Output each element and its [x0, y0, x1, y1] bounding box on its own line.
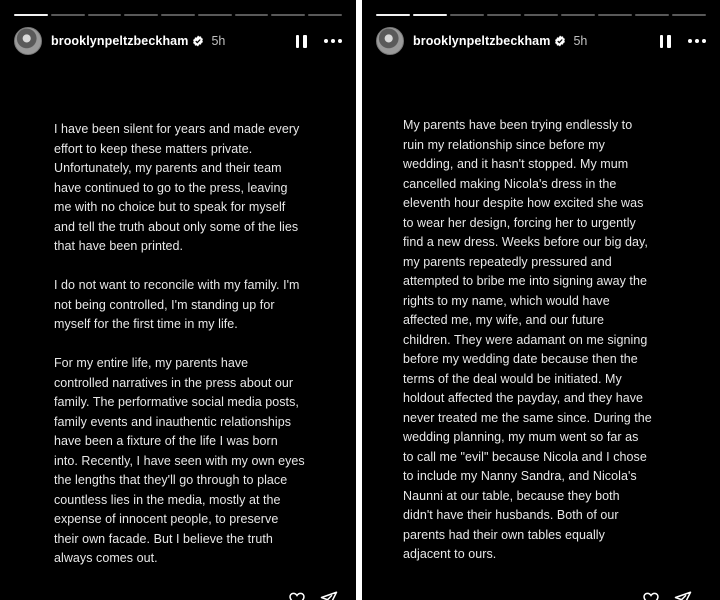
progress-segment	[561, 14, 595, 16]
story-footer	[288, 590, 338, 600]
progress-segment	[88, 14, 122, 16]
heart-icon[interactable]	[642, 590, 660, 600]
verified-badge-icon	[192, 35, 204, 47]
progress-segment	[124, 14, 158, 16]
progress-segment	[413, 14, 447, 16]
progress-segment	[198, 14, 232, 16]
progress-segment	[635, 14, 669, 16]
more-icon[interactable]	[322, 32, 344, 50]
progress-segment	[376, 14, 410, 16]
story-header	[376, 26, 708, 56]
pause-icon[interactable]	[656, 32, 674, 50]
progress-segment	[14, 14, 48, 16]
story-progress-bar	[376, 14, 706, 17]
avatar[interactable]	[376, 27, 404, 55]
post-time: 5h	[211, 34, 226, 48]
progress-segment	[450, 14, 484, 16]
progress-segment	[308, 14, 342, 16]
progress-segment	[161, 14, 195, 16]
progress-segment	[598, 14, 632, 16]
username[interactable]: brooklynpeltzbeckham	[413, 34, 551, 48]
story-progress-bar	[14, 14, 342, 17]
username[interactable]: brooklynpeltzbeckham	[51, 34, 189, 48]
send-icon[interactable]	[320, 590, 338, 600]
more-icon[interactable]	[686, 32, 708, 50]
story-text: My parents have been trying endlessly to ruin my relationship since before my wedding, and it hasn't stopped. My mum cancelled making Nicola's dress in the eleventh hour despite how excited she was to wear her design, forcing her to urgently find a new dress. Weeks before our big day, my parents repeatedly pressured and attempted to bribe me into signing away the rights to my name, which would have affected me, my wife, and our future children. They were adamant on me signing before my wedding date because then the terms of the deal would be initiated. My holdout affected the payday, and they have never treated me the same since. During the wedding planning, my mum went so far as to call me "evil" because Nicola and I chose to include my Nanny Sandra, and Nicola's Naunni at our table, because they both didn't have their husbands. Both of our parents had their own tables equally adjacent to ours.	[403, 118, 652, 561]
story-text: I have been silent for years and made every effort to keep these matters private. Unfortunately, my parents and their team have continued to go to the press, leaving me with no choice but to speak for myself and tell the truth about only some of the lies that have been printed. I do not want to reconcile with my family. I'm not being controlled, I'm standing up for myself for the first time in my life. For my entire life, my parents have controlled narratives in the press about our family. The performative social media posts, family events and inauthentic relationships have been a fixture of the life I was born into. Recently, I have seen with my own eyes the lengths that they'll go through to place countless lies in the media, mostly at the expense of innocent people, to preserve their own facade. But I believe the truth always comes out.	[54, 122, 305, 565]
story-panel-right[interactable]	[362, 0, 720, 600]
story-panel-left[interactable]	[0, 0, 356, 600]
pause-icon[interactable]	[292, 32, 310, 50]
post-time: 5h	[573, 34, 588, 48]
verified-badge-icon	[554, 35, 566, 47]
heart-icon[interactable]	[288, 590, 306, 600]
progress-segment	[524, 14, 558, 16]
progress-segment	[672, 14, 706, 16]
story-footer	[642, 590, 692, 600]
progress-segment	[271, 14, 305, 16]
send-icon[interactable]	[674, 590, 692, 600]
avatar[interactable]	[14, 27, 42, 55]
progress-segment	[235, 14, 269, 16]
story-header	[14, 26, 344, 56]
progress-segment	[487, 14, 521, 16]
progress-segment	[51, 14, 85, 16]
